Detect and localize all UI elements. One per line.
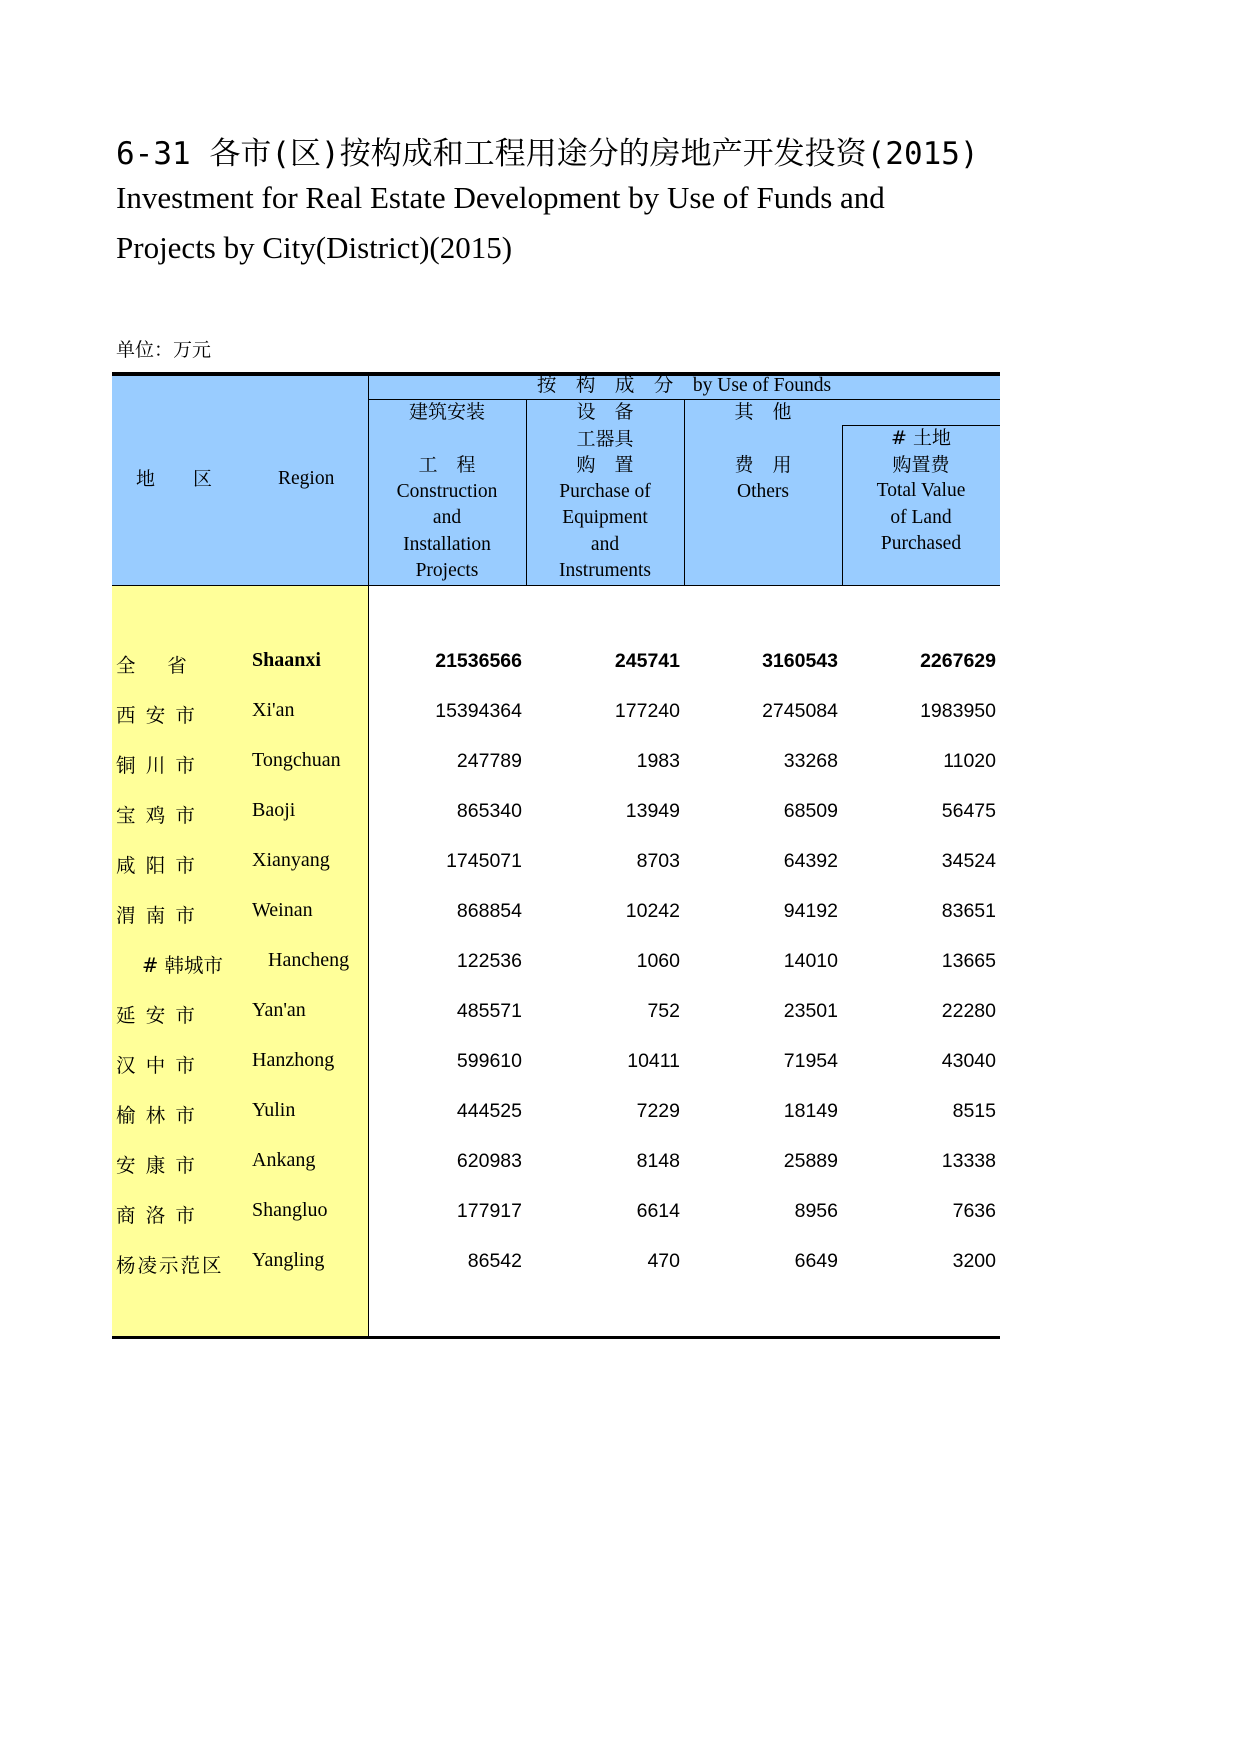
value-cell: 68509 [783,800,838,822]
region-name-cn: 杨凌示范区 [116,1254,224,1277]
region-name-cn: 咸 阳 市 [116,854,197,877]
value-cell: 13949 [625,800,680,822]
table-bottom-rule [112,1336,1000,1339]
value-cell: 620983 [456,1150,522,1172]
column-header-en: Construction and Installation Projects [396,480,498,581]
value-cell: 18149 [783,1100,838,1122]
table-row [112,836,1000,886]
value-cell: 177240 [614,700,680,722]
table-row [112,936,1000,986]
value-cell: 43040 [941,1050,996,1072]
region-name-cn: 铜 川 市 [116,754,197,777]
value-cell: 56475 [941,800,996,822]
region-name-en: Xianyang [252,849,330,871]
value-cell: 10411 [627,1050,680,1072]
value-cell: 8703 [636,850,680,872]
region-name-cn: 西 安 市 [116,704,197,727]
value-cell: 11020 [943,750,996,772]
region-name-cn: 宝 鸡 市 [116,804,197,827]
region-name-en: Yangling [252,1249,325,1271]
value-cell: 10242 [625,900,680,922]
data-table [112,372,1000,1338]
column-header-cn: 建筑安装 工 程 [408,401,485,476]
region-name-en: Tongchuan [252,749,341,771]
value-cell: 8515 [952,1100,996,1122]
region-name-cn: 渭 南 市 [116,904,197,927]
column-header-en: Purchase of Equipment and Instruments [558,480,652,581]
unit-label: 单位：万元 [116,339,212,361]
table-row [112,1186,1000,1236]
value-cell: 8956 [794,1200,838,1222]
value-cell: 83651 [941,900,996,922]
region-name-en: Yulin [252,1099,296,1121]
value-cell: 14010 [783,950,838,972]
region-name-cn: 汉 中 市 [116,1054,197,1077]
region-name-en: Yan'an [252,999,306,1021]
region-name-cn: 安 康 市 [116,1154,197,1177]
value-cell: 485571 [456,1000,522,1022]
value-cell: 2745084 [762,700,838,722]
table-row [112,786,1000,836]
value-cell: 122536 [456,950,522,972]
value-cell: 7636 [952,1200,996,1222]
value-cell: 3160543 [762,650,838,672]
column-header-1 [368,399,526,585]
value-cell: 177917 [456,1200,522,1222]
region-name-en: Hancheng [268,949,350,971]
region-name-cn: # 韩城市 [142,954,224,977]
column-header-cn: 其 他 费 用 [734,401,792,476]
value-cell: 6614 [636,1200,680,1222]
value-cell: 21536566 [435,650,522,672]
value-cell: 8148 [636,1150,680,1172]
region-name-en: Weinan [252,899,313,921]
value-cell: 1745071 [446,850,522,872]
table-row [112,1086,1000,1136]
column-header-2 [526,399,684,585]
table-row [112,886,1000,936]
table-row [112,1236,1000,1286]
column-header-en: Total Value of Land Purchased [876,480,966,554]
region-name-en: Shangluo [252,1199,328,1221]
column-header-en: Others [737,480,789,502]
page-title-chinese: 6-31 各市(区)按构成和工程用途分的房地产开发投资(2015) [116,136,979,172]
value-cell: 6649 [794,1250,838,1272]
value-cell: 3200 [952,1250,996,1272]
region-name-en: Shaanxi [252,649,321,671]
value-cell: 22280 [941,1000,996,1022]
region-name-cn: 延 安 市 [116,1004,197,1027]
value-cell: 15394364 [435,700,522,722]
value-cell: 444525 [456,1100,522,1122]
value-cell: 1983950 [920,700,996,722]
column-header-cn: # 土地 购置费 [891,427,951,476]
table-row [112,686,1000,736]
value-cell: 94192 [783,900,838,922]
header-bottom-rule [112,585,1000,586]
value-cell: 86542 [467,1250,522,1272]
header-region-cn: 地 区 [136,468,213,490]
region-name-en: Ankang [252,1149,316,1171]
value-cell: 868854 [456,900,522,922]
table-row [112,986,1000,1036]
value-cell: 1060 [636,950,680,972]
value-cell: 599610 [456,1050,522,1072]
value-cell: 33268 [783,750,838,772]
table-row [112,1136,1000,1186]
page-title-english-line1: Investment for Real Estate Development by Use of Funds and [116,180,885,215]
table-row [112,736,1000,786]
value-cell: 25889 [783,1150,838,1172]
value-cell: 245741 [614,650,680,672]
column-header-cn: 设 备 工器具 购 置 [576,401,634,476]
header-region-en: Region [278,468,335,489]
value-cell: 13338 [941,1150,996,1172]
header-group-label: 按 构 成 分 by Use of Founds [536,375,832,396]
region-name-cn: 榆 林 市 [116,1104,197,1127]
value-cell: 34524 [941,850,996,872]
region-name-en: Xi'an [252,699,295,721]
value-cell: 865340 [456,800,522,822]
value-cell: 247789 [456,750,522,772]
column-header-4 [842,425,1000,558]
column-header-3 [684,399,842,505]
value-cell: 23501 [783,1000,838,1022]
page-title-english-line2: Projects by City(District)(2015) [116,230,513,265]
value-cell: 71954 [783,1050,838,1072]
table-row [112,1036,1000,1086]
region-name-en: Baoji [252,799,296,821]
table-row [112,636,1000,686]
region-name-cn: 商 洛 市 [116,1204,197,1227]
value-cell: 470 [647,1250,680,1272]
value-cell: 64392 [783,850,838,872]
value-cell: 1983 [636,750,680,772]
value-cell: 752 [647,1000,680,1022]
region-name-cn: 全 省 [116,654,189,677]
value-cell: 7229 [636,1100,680,1122]
value-cell: 13665 [941,950,996,972]
region-name-en: Hanzhong [252,1049,335,1071]
value-cell: 2267629 [920,650,996,672]
